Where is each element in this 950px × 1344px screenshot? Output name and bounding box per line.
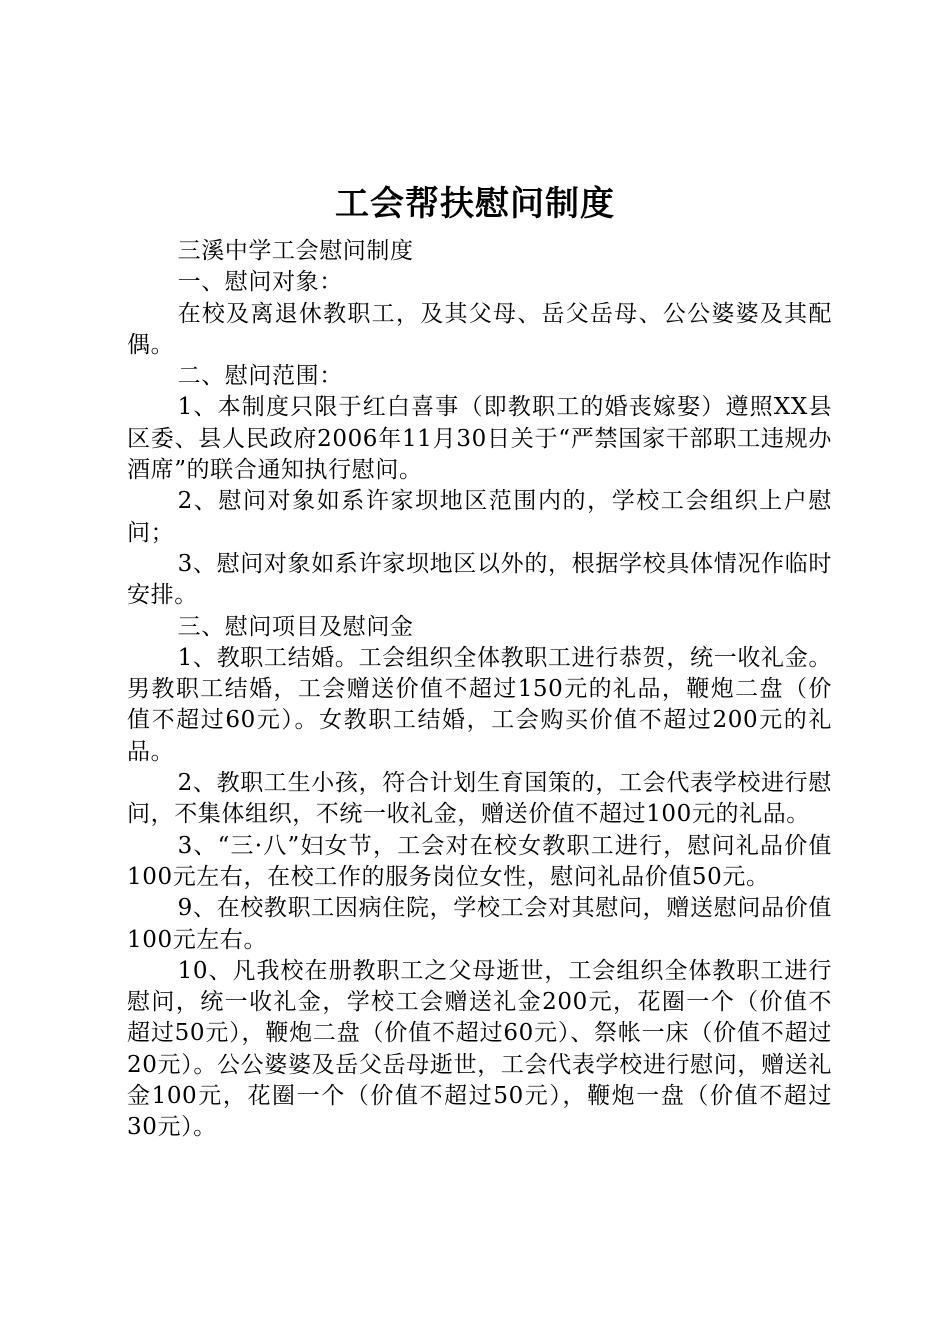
paragraph-scope-3: 3、慰问对象如系许家坝地区以外的，根据学校具体情况作临时安排。 (127, 550, 832, 609)
section-heading-objects: 一、慰问对象： (177, 269, 343, 296)
paragraph-item-3: 3、“三·八”妇女节，工会对在校女教职工进行，慰问礼品价值100元左右，在校工作的服务岗位女性，慰问礼品价值50元。 (127, 832, 832, 890)
paragraph-item-1: 1、教职工结婚。工会组织全体教职工进行恭贺，统一收礼金。男教职工结婚，工会赠送价值不超过150元的礼品，鞭炮二盘（价值不超过60元）。女教职工结婚，工会购买价值不超过200元的礼品。 (127, 644, 832, 765)
paragraph-item-2: 2、教职工生小孩，符合计划生育国策的，工会代表学校进行慰问，不集体组织，不统一收礼金，赠送价值不超过100元的礼品。 (127, 770, 832, 828)
paragraph-scope-2: 2、慰问对象如系许家坝地区范围内的，学校工会组织上户慰问； (127, 488, 832, 546)
paragraph-objects: 在校及离退休教职工，及其父母、岳父岳母、公公婆婆及其配偶。 (127, 300, 832, 358)
section-heading-scope: 二、慰问范围： (177, 363, 343, 390)
paragraph-school-title: 三溪中学工会慰问制度 (177, 238, 414, 264)
paragraph-scope-1: 1、本制度只限于红白喜事（即教职工的婚丧嫁娶）遵照XX县区委、县人民政府2006年11月30日关于“严禁国家干部职工违规办酒席”的联合通知执行慰问。 (127, 394, 832, 484)
paragraph-item-10: 10、凡我校在册教职工之父母逝世，工会组织全体教职工进行慰问，统一收礼金，学校工会赠送礼金200元，花圈一个（价值不超过50元），鞭炮二盘（价值不超过60元）、祭帐一床（价值不超过20元）。公公婆婆及岳父岳母逝世，工会代表学校进行慰问，赠送礼金100元，花圈一个（价值不超过50元），鞭炮一盘（价值不超过30元）。 (127, 957, 832, 1141)
section-heading-items: 三、慰问项目及慰问金 (177, 613, 414, 640)
document-body (127, 236, 832, 1144)
paragraph-item-9: 9、在校教职工因病住院，学校工会对其慰问，赠送慰问品价值100元左右。 (127, 895, 832, 953)
document-title: 工会帮扶慰问制度 (335, 184, 615, 224)
